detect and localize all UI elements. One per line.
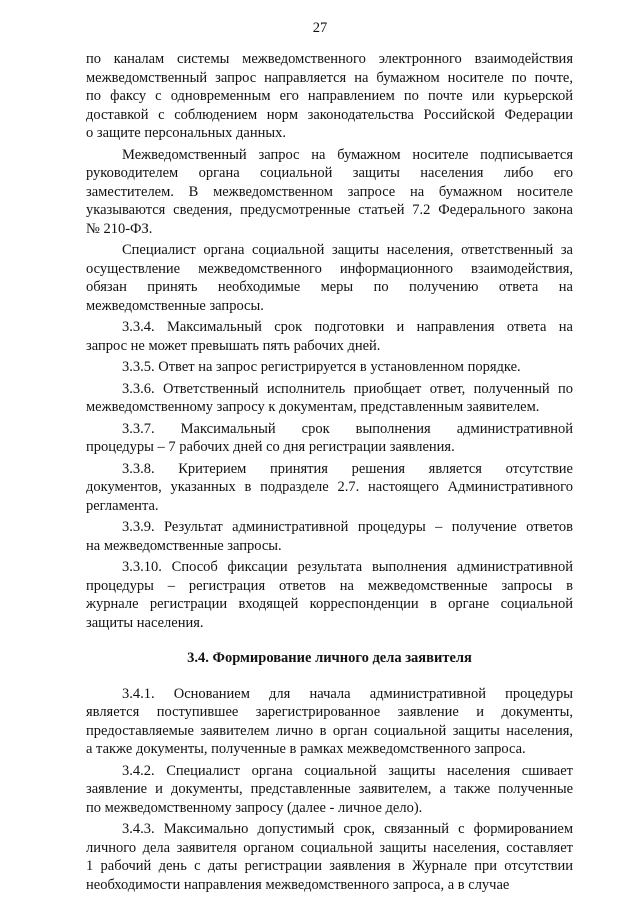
text-line: защиты населения.	[86, 614, 204, 631]
text-line: обязан принять необходимые меры по получению ответа на	[86, 279, 573, 295]
text-line: руководителем органа социальной защиты населения либо его	[86, 165, 573, 181]
text-line: осуществление межведомственного информационного взаимодействия,	[86, 260, 573, 277]
paragraph	[86, 460, 573, 516]
text-line: регламента.	[86, 497, 159, 514]
section-title: 3.4. Формирование личного дела заявителя	[187, 650, 472, 666]
paragraph	[86, 518, 573, 555]
text-line: документов, указанных в подразделе 2.7. настоящего Административного	[86, 479, 573, 495]
text-line: является поступившее зарегистрированное заявление и документы,	[86, 704, 573, 720]
text-line: на межведомственные запросы.	[86, 537, 282, 554]
paragraph	[86, 762, 573, 818]
text-line: 3.3.9. Результат административной процедуры – получение ответов	[122, 519, 573, 535]
text-line: 3.3.10. Способ фиксации результата выполнения административной	[122, 559, 573, 575]
paragraph	[86, 420, 573, 457]
paragraph	[86, 241, 573, 315]
text-line: межведомственному запросу к документам, представленным заявителем.	[86, 399, 540, 415]
text-line: журнале регистрации входящей корреспонденции в органе социальной	[86, 596, 573, 612]
paragraph	[86, 380, 573, 417]
text-line: 3.3.8. Критерием принятия решения является отсутствие	[122, 460, 573, 477]
text-line: запрос не может превышать пять рабочих дней.	[86, 337, 381, 354]
text-line: 3.4.3. Максимально допустимый срок, связанный с формированием	[122, 821, 573, 837]
paragraph	[86, 146, 573, 239]
document-body	[86, 50, 573, 894]
text-line: личного дела заявителя органом социальной защиты населения, составляет	[86, 839, 573, 856]
paragraphs-section	[86, 685, 573, 895]
paragraph	[86, 685, 573, 759]
text-line: указываются сведения, предусмотренные статьей 7.2 Федерального закона	[86, 202, 573, 218]
text-line: межведомственный запрос направляется на бумажном носителе по почте,	[86, 69, 573, 86]
text-line: предоставляемые заявителем лично в орган социальной защиты населения,	[86, 722, 573, 739]
paragraph	[86, 558, 573, 632]
text-line: 3.4.2. Специалист органа социальной защиты населения сшивает	[122, 762, 573, 779]
text-line: о защите персональных данных.	[86, 125, 286, 141]
text-line: заместителем. В межведомственном запросе на бумажном носителе	[86, 183, 573, 200]
paragraph	[86, 358, 573, 377]
text-line: Межведомственный запрос на бумажном носителе подписывается	[122, 146, 573, 163]
text-line: по каналам системы межведомственного электронного взаимодействия	[86, 51, 573, 67]
text-line: 3.4.1. Основанием для начала административной процедуры	[122, 685, 573, 702]
paragraphs-top	[86, 50, 573, 632]
text-line: межведомственные запросы.	[86, 297, 264, 314]
text-line: необходимости направления межведомственного запроса, а в случае	[86, 876, 510, 893]
text-line: № 210-ФЗ.	[86, 220, 153, 237]
text-line: 1 рабочий день с даты регистрации заявления в Журнале при отсутствии	[86, 858, 573, 874]
paragraph	[86, 820, 573, 894]
text-line: доставкой с соблюдением норм законодательства Российской Федерации	[86, 106, 573, 123]
text-line: процедуры – регистрация ответов на межведомственные запросы в	[86, 577, 573, 594]
text-line: по факсу с одновременным его направлением по почте или курьерской	[86, 88, 573, 104]
text-line: Специалист органа социальной защиты населения, ответственный за	[122, 242, 573, 258]
text-line: 3.3.4. Максимальный срок подготовки и направления ответа на	[122, 319, 573, 335]
text-line: а также документы, полученные в рамках межведомственного запроса.	[86, 741, 526, 757]
text-line: по межведомственному запросу (далее - личное дело).	[86, 799, 423, 816]
paragraph	[86, 318, 573, 355]
paragraph	[86, 50, 573, 143]
text-line: 3.3.5. Ответ на запрос регистрируется в установленном порядке.	[122, 359, 521, 375]
text-line: процедуры – 7 рабочих дней со дня регистрации заявления.	[86, 439, 455, 455]
page-number: 27	[312, 20, 328, 36]
text-line: заявление и документы, представленные заявителем, а также полученные	[86, 781, 573, 797]
text-line: 3.3.7. Максимальный срок выполнения административной	[122, 420, 573, 437]
text-line: 3.3.6. Ответственный исполнитель приобщает ответ, полученный по	[122, 380, 573, 397]
